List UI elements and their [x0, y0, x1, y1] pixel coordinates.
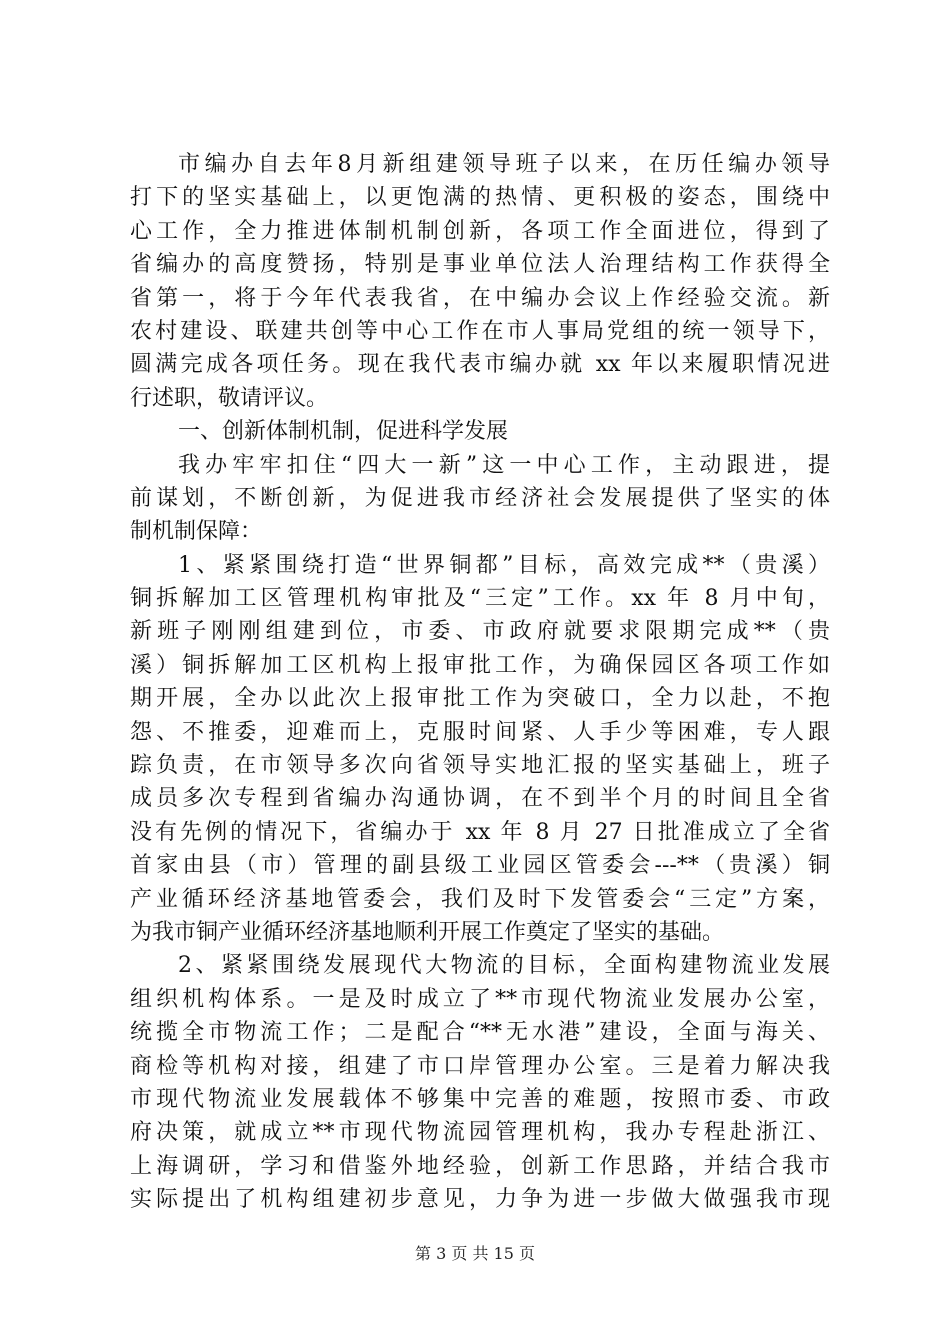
text-line: 一、创新体制机制，促进科学发展	[178, 419, 509, 445]
text-line: 农村建设、联建共创等中心工作在市人事局党组的统一领导下，	[130, 318, 830, 344]
text-line: 府决策，就成立**市现代物流园管理机构，我办专程赴浙江、	[130, 1120, 830, 1146]
text-line: 没有先例的情况下，省编办于 xx 年 8 月 27 日批准成立了全省	[130, 819, 830, 845]
text-line: 溪）铜拆解加工区机构上报审批工作，为确保园区各项工作如	[130, 652, 830, 678]
page-footer: 第 3 页 共 15 页	[415, 1244, 535, 1263]
text-line: 实际提出了机构组建初步意见，力争为进一步做大做强我市现	[130, 1187, 830, 1213]
text-line: 2、紧紧围绕发展现代大物流的目标，全面构建物流业发展	[178, 953, 830, 979]
text-line: 成员多次专程到省编办沟通协调，在不到半个月的时间且全省	[130, 786, 830, 812]
text-line: 市现代物流业发展载体不够集中完善的难题，按照市委、市政	[130, 1086, 830, 1112]
text-line: 为我市铜产业循环经济基地顺利开展工作奠定了坚实的基础。	[130, 919, 725, 945]
text-line: 我办牢牢扣住“四大一新”这一中心工作，主动跟进，提	[178, 452, 830, 478]
text-line: 组织机构体系。一是及时成立了**市现代物流业发展办公室，	[130, 986, 830, 1012]
text-line: 制机制保障：	[130, 519, 263, 545]
text-line: 首家由县（市）管理的副县级工业园区管委会---**（贵溪）铜	[130, 853, 830, 879]
text-line: 行述职，敬请评议。	[130, 385, 329, 411]
text-line: 商检等机构对接，组建了市口岸管理办公室。三是着力解决我	[130, 1053, 830, 1079]
text-line: 踪负责，在市领导多次向省领导实地汇报的坚实基础上，班子	[130, 753, 830, 779]
text-line: 铜拆解加工区管理机构审批及“三定”工作。xx 年 8 月中旬，	[130, 586, 830, 612]
text-line: 产业循环经济基地管委会，我们及时下发管委会“三定”方案，	[130, 886, 830, 912]
text-line: 心工作，全力推进体制机制创新，各项工作全面进位，得到了	[130, 218, 830, 244]
text-line: 市编办自去年8月新组建领导班子以来，在历任编办领导	[178, 152, 830, 177]
text-line: 打下的坚实基础上，以更饱满的热情、更积极的姿态，围绕中	[130, 185, 830, 211]
text-line: 新班子刚刚组建到位，市委、市政府就要求限期完成**（贵	[130, 619, 830, 645]
text-line: 省编办的高度赞扬，特别是事业单位法人治理结构工作获得全	[130, 252, 830, 278]
text-line: 期开展，全办以此次上报审批工作为突破口，全力以赴，不抱	[130, 686, 830, 712]
text-line: 圆满完成各项任务。现在我代表市编办就 xx 年以来履职情况进	[130, 352, 830, 378]
document-body	[130, 148, 830, 1217]
text-line: 上海调研，学习和借鉴外地经验，创新工作思路，并结合我市	[130, 1153, 830, 1179]
text-line: 前谋划，不断创新，为促进我市经济社会发展提供了坚实的体	[130, 485, 830, 511]
text-line: 省第一，将于今年代表我省，在中编办会议上作经验交流。新	[130, 285, 830, 311]
text-line: 统揽全市物流工作；二是配合“**无水港”建设，全面与海关、	[130, 1020, 830, 1046]
text-line: 1、紧紧围绕打造“世界铜都”目标，高效完成**（贵溪）	[178, 552, 830, 578]
text-line: 怨、不推委，迎难而上，克服时间紧、人手少等困难，专人跟	[130, 719, 830, 745]
